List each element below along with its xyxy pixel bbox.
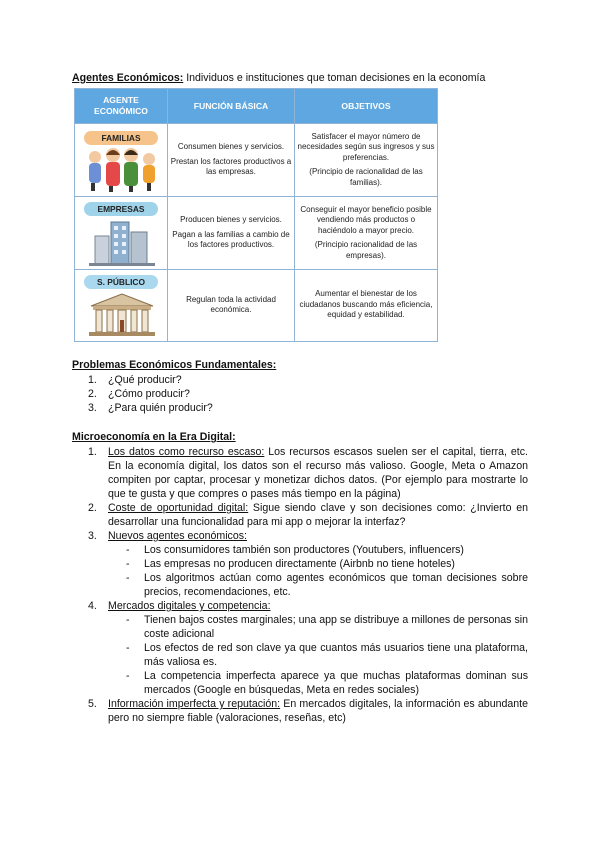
problem-item: 3. ¿Para quién producir? [88, 402, 213, 414]
micro-item-text: En mercados digitales, la información es abundante pero no siempre fiable (valoraciones, reseñas, etc) [108, 698, 528, 724]
micro-item-label: Mercados digitales y competencia: [108, 600, 271, 612]
micro-item-text: Los recursos escasos suelen ser el capital, tierra, etc. En la economía digital, los datos son el recurso más valioso. Google, Meta o Amazon compiten por captar, procesar y monetizar dichos datos. (Por ejemplo para mostrarte lo que te gusta y que compres o pases más tiempo en la página) [108, 446, 528, 500]
economic-agents-table [74, 88, 438, 342]
micro-list [72, 445, 528, 725]
micro-item-5: 5. Información imperfecta y reputación: En mercados digitales, la información es abundante pero no siempre fiable (valoraciones, reseñas, etc) [88, 698, 528, 724]
micro-item-label: Los datos como recurso escaso: [108, 446, 265, 458]
families-objective-1: Satisfacer el mayor número de necesidades según sus ingresos y sus preferencias. [297, 131, 435, 162]
micro-item-text: Sigue siendo clave y son decisiones como: ¿Invierto en desarrollar una funcionalidad para mi app o mejorar la interfaz? [108, 502, 528, 528]
header-function: FUNCIÓN BÁSICA [168, 89, 294, 123]
public-sector-objective [297, 270, 435, 340]
micro-item-label: Información imperfecta y reputación: [108, 698, 281, 710]
public-sector-function [169, 270, 293, 340]
buildings-icon [89, 218, 155, 266]
micro-item-2: 2. Coste de oportunidad digital: Sigue siendo clave y son decisiones como: ¿Invierto en desarrollar una funcionalidad para mi app o mejorar la interfaz? [88, 502, 528, 528]
families-objective-2: (Principio de racionalidad de las familias). [309, 167, 423, 187]
companies-function [169, 197, 293, 269]
sub-item: - Las empresas no producen directamente (Airbnb no tiene hoteles) [126, 558, 455, 570]
public-sector-objective-1: Aumentar el bienestar de los ciudadanos buscando más eficiencia, equidad y estabilidad. [299, 289, 433, 320]
companies-objective [297, 197, 435, 269]
micro-item-1: 1. Los datos como recurso escaso: Los recursos escasos suelen ser el capital, tierra, etc. En la economía digital, los datos son el recurso más valioso. Google, Meta o Amazon compiten por captar, procesar y monetizar dichos datos. (Por ejemplo para mostrarte lo que te gusta y que compres o pases más tiempo en la página) [88, 446, 528, 500]
sub-item: - Los algoritmos actúan como agentes económicos que toman decisiones sobre precios, recomendaciones, etc. [126, 572, 528, 598]
families-tag: FAMILIAS [84, 131, 158, 145]
companies-objective-2: (Principio racionalidad de las empresas). [314, 240, 418, 260]
micro-title: Microeconomía en la Era Digital: [72, 431, 236, 443]
companies-function-2: Pagan a las familias a cambio de los factores productivos. [172, 229, 290, 250]
families-objective [297, 124, 435, 196]
companies-tag: EMPRESAS [84, 202, 158, 216]
companies-function-1: Producen bienes y servicios. [180, 215, 282, 225]
problems-list [72, 373, 528, 415]
intro-label: Agentes Económicos: [72, 72, 184, 84]
problem-text: ¿Para quién producir? [108, 402, 213, 414]
intro-text: Individuos e instituciones que toman decisiones en la economía [183, 72, 486, 84]
problem-item: 2. ¿Cómo producir? [88, 388, 190, 400]
families-function-1: Consumen bienes y servicios. [177, 142, 285, 152]
problems-title: Problemas Económicos Fundamentales: [72, 359, 277, 371]
intro-line [72, 72, 532, 84]
sub-item: - Tienen bajos costes marginales; una app se distribuye a millones de personas sin coste adicional [126, 614, 528, 640]
micro-item-label: Coste de oportunidad digital: [108, 502, 249, 514]
header-objectives: OBJETIVOS [295, 89, 437, 123]
sub-item: - La competencia imperfecta aparece ya que muchas plataformas dominan sus mercados (Google en búsquedas, Meta en redes sociales) [126, 670, 528, 696]
problem-text: ¿Qué producir? [108, 374, 182, 386]
micro-item-label: Nuevos agentes económicos: [108, 530, 247, 542]
sub-item: - Los efectos de red son clave ya que cuantos más usuarios tiene una plataforma, más valiosa es. [126, 642, 528, 668]
government-building-icon [87, 292, 157, 338]
family-icon [83, 147, 161, 193]
header-agent: AGENTE ECONÓMICO [75, 89, 167, 123]
companies-objective-1: Conseguir el mayor beneficio posible vendiendo más productos o haciéndolo a mayor precio. [300, 204, 432, 235]
families-function [169, 124, 293, 196]
micro-item-3: 3. Nuevos agentes económicos: [88, 530, 247, 542]
sub-item: - Los consumidores también son productores (Youtubers, influencers) [126, 544, 464, 556]
problem-item: 1. ¿Qué producir? [88, 374, 182, 386]
problem-text: ¿Cómo producir? [108, 388, 190, 400]
public-sector-function-1: Regulan toda la actividad económica. [186, 294, 276, 314]
public-sector-tag: S. PÚBLICO [84, 275, 158, 289]
micro-item-4: 4. Mercados digitales y competencia: [88, 600, 271, 612]
families-function-2: Prestan los factores productivos a las empresas. [170, 156, 292, 177]
